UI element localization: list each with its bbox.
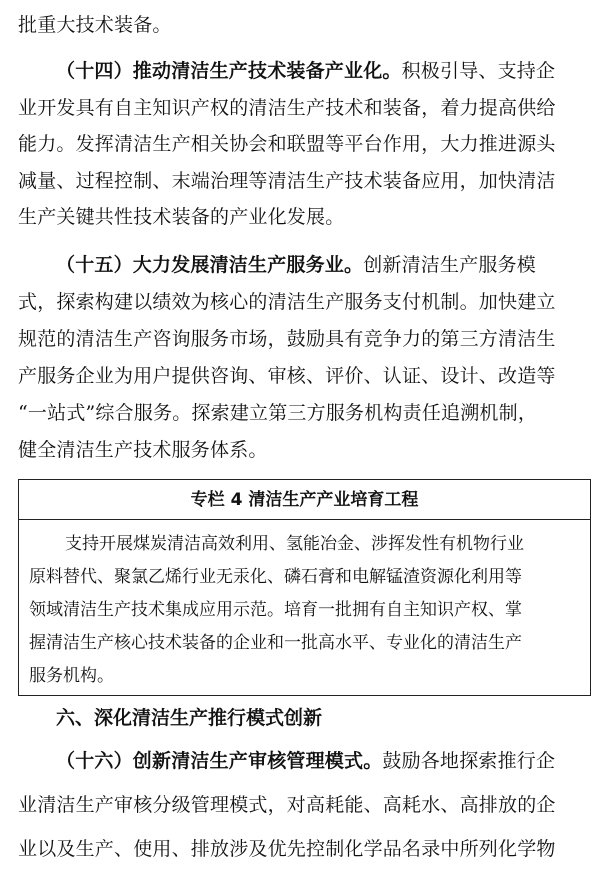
paragraph-text: 积极引导、支持企 [401, 60, 556, 82]
paragraph-16-first-line [56, 748, 593, 774]
paragraph-line: 业开发具有自主知识产权的清洁生产技术和装备，着力提高供给 [18, 97, 556, 119]
paragraph-15-heading: （十五）大力发展清洁生产服务业。 [56, 254, 364, 276]
paragraph-line: 规范的清洁生产咨询服务市场，鼓励具有竞争力的第三方清洁生 [18, 328, 556, 350]
paragraph-line: 能力。发挥清洁生产相关协会和联盟等平台作用，大力推进源头 [18, 133, 556, 155]
paragraph-line: 业清洁生产审核分级管理模式，对高耗能、高耗水、高排放的企 [18, 794, 556, 816]
column-box-line: 握清洁生产核心技术装备的企业和一批高水平、专业化的清洁生产 [29, 633, 522, 653]
paragraph-15-first-line [56, 252, 593, 278]
paragraph-line: 健全清洁生产技术服务体系。 [18, 439, 268, 461]
paragraph-line: 式，探索构建以绩效为核心的清洁生产服务支付机制。加快建立 [18, 291, 556, 313]
paragraph-line: 减量、过程控制、末端治理等清洁生产技术装备应用，加快清洁 [18, 170, 556, 192]
paragraph-16-heading: （十六）创新清洁生产审核管理模式。 [56, 750, 383, 772]
column-box [18, 479, 591, 696]
paragraph-text: 创新清洁生产服务模 [363, 254, 537, 276]
paragraph-line: “一站式”综合服务。探索建立第三方服务机构责任追溯机制， [18, 402, 538, 424]
column-box-line: 原料替代、聚氯乙烯行业无汞化、磷石膏和电解锰渣资源化利用等 [29, 567, 522, 587]
paragraph-14-first-line [56, 58, 593, 84]
paragraph-14-heading: （十四）推动清洁生产技术装备产业化。 [56, 60, 402, 82]
column-box-line: 支持开展煤炭清洁高效利用、氢能冶金、涉挥发性有机物行业 [65, 534, 524, 554]
column-box-title: 专栏 4 清洁生产产业培育工程 [19, 480, 590, 520]
paragraph-line: 生产关键共性技术装备的产业化发展。 [18, 206, 345, 228]
paragraph-line: 批重大技术装备。 [18, 14, 172, 36]
section-heading: 六、深化清洁生产推行模式创新 [56, 707, 323, 729]
paragraph-line: 业以及生产、使用、排放涉及优先控制化学品名录中所列化学物 [18, 838, 556, 860]
paragraph-text: 鼓励各地探索推行企 [382, 750, 556, 772]
column-box-line: 领域清洁生产技术集成应用示范。培育一批拥有自主知识产权、掌 [29, 600, 522, 620]
paragraph-line: 产服务企业为用户提供咨询、审核、评价、认证、设计、改造等 [18, 365, 556, 387]
column-box-line: 服务机构。 [29, 666, 114, 686]
